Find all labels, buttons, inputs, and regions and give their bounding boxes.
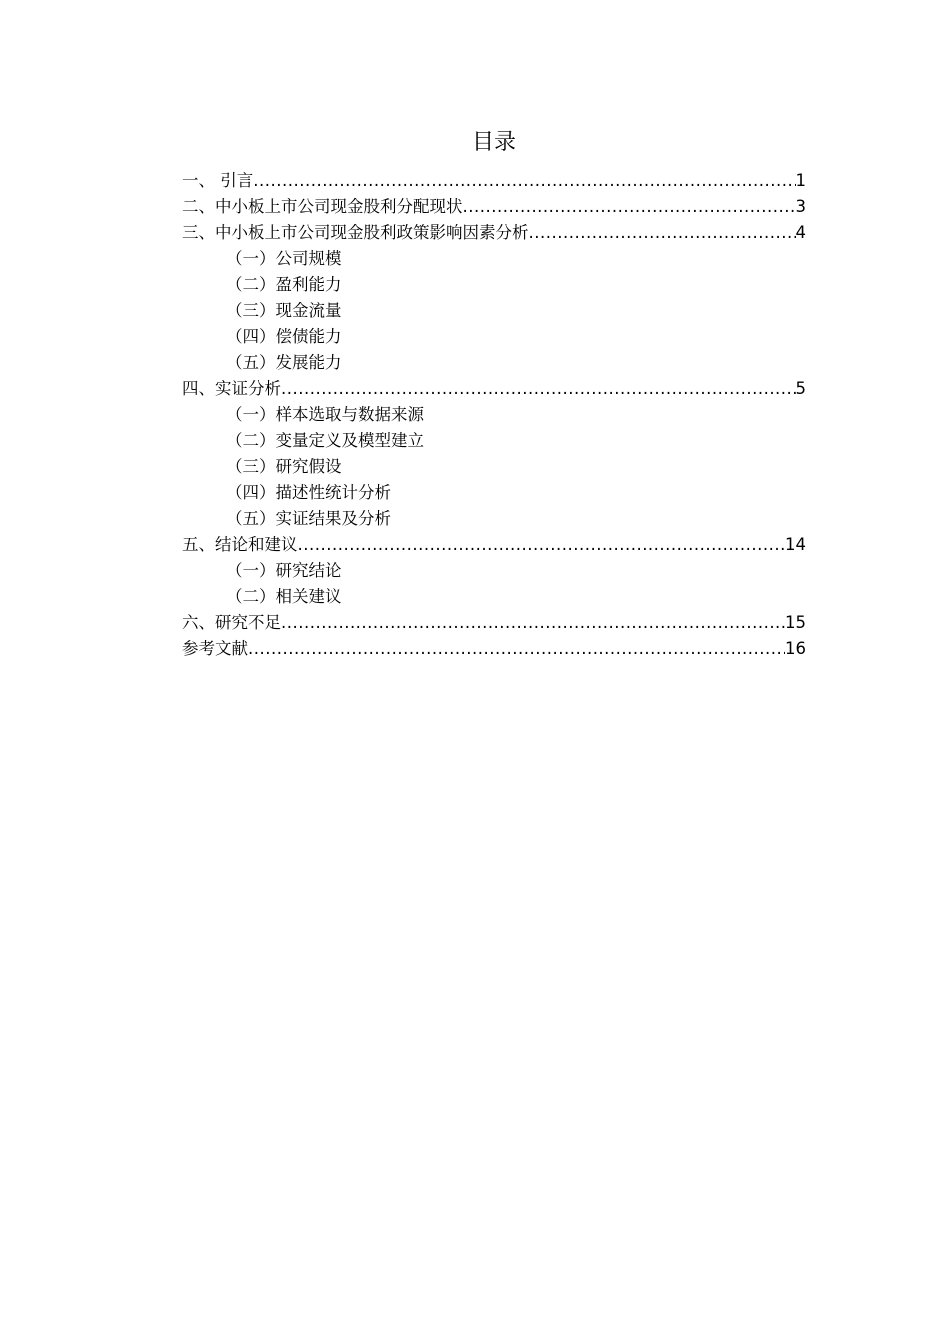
toc-entry-text: （一）样本选取与数据来源 bbox=[226, 405, 424, 424]
toc-subentry[interactable] bbox=[182, 402, 806, 428]
toc-subentry[interactable] bbox=[182, 298, 806, 324]
toc-dot-leader bbox=[281, 376, 796, 402]
toc-entry-text: 六、研究不足 bbox=[182, 613, 281, 632]
toc-entry[interactable] bbox=[182, 220, 806, 246]
toc-title: 目录 bbox=[471, 130, 516, 155]
toc-entry[interactable] bbox=[182, 376, 806, 402]
toc-dot-leader bbox=[248, 636, 785, 662]
toc-subentry[interactable] bbox=[182, 246, 806, 272]
toc-page-number: 1 bbox=[795, 171, 806, 190]
toc-entry[interactable] bbox=[182, 194, 806, 220]
toc-subentry[interactable] bbox=[182, 506, 806, 532]
toc-page-number: 14 bbox=[785, 535, 806, 554]
toc-subentry[interactable] bbox=[182, 428, 806, 454]
toc-page-number: 4 bbox=[795, 223, 806, 242]
toc-entry-text: （四）描述性统计分析 bbox=[226, 483, 391, 502]
toc-subentry[interactable] bbox=[182, 454, 806, 480]
toc-subentry[interactable] bbox=[182, 324, 806, 350]
toc-entry-text: （二）变量定义及模型建立 bbox=[226, 431, 424, 450]
toc-page-number: 5 bbox=[795, 379, 806, 398]
toc-entry[interactable] bbox=[182, 168, 806, 194]
toc-entry-text: 三、中小板上市公司现金股利政策影响因素分析 bbox=[182, 223, 529, 242]
toc-entry-text: （三）现金流量 bbox=[226, 301, 342, 320]
toc-subentry[interactable] bbox=[182, 584, 806, 610]
toc-entry-text: 参考文献 bbox=[182, 639, 248, 658]
toc-page-number: 15 bbox=[785, 613, 806, 632]
toc-entry-text: 四、实证分析 bbox=[182, 379, 281, 398]
toc-subentry[interactable] bbox=[182, 272, 806, 298]
toc-entry[interactable] bbox=[182, 636, 806, 662]
toc-entry[interactable] bbox=[182, 532, 806, 558]
toc-entry-text: （二）相关建议 bbox=[226, 587, 342, 606]
toc-entry-text: （五）实证结果及分析 bbox=[226, 509, 391, 528]
toc-subentry[interactable] bbox=[182, 350, 806, 376]
toc-entry-text: （三）研究假设 bbox=[226, 457, 342, 476]
toc-list bbox=[182, 168, 806, 662]
toc-dot-leader bbox=[463, 194, 796, 220]
toc-dot-leader bbox=[253, 168, 795, 194]
toc-entry-text: 五、结论和建议 bbox=[182, 535, 298, 554]
toc-entry-text: 一、 引言 bbox=[182, 171, 254, 190]
toc-dot-leader bbox=[298, 532, 786, 558]
toc-page-number: 16 bbox=[785, 639, 806, 658]
toc-entry-text: 二、中小板上市公司现金股利分配现状 bbox=[182, 197, 463, 216]
toc-entry-text: （一）公司规模 bbox=[226, 249, 342, 268]
toc-dot-leader bbox=[529, 220, 796, 246]
toc-subentry[interactable] bbox=[182, 558, 806, 584]
toc-subentry[interactable] bbox=[182, 480, 806, 506]
toc-dot-leader bbox=[281, 610, 785, 636]
toc-page-number: 3 bbox=[795, 197, 806, 216]
toc-entry-text: （五）发展能力 bbox=[226, 353, 342, 372]
toc-entry-text: （四）偿债能力 bbox=[226, 327, 342, 346]
toc-entry[interactable] bbox=[182, 610, 806, 636]
toc-entry-text: （一）研究结论 bbox=[226, 561, 342, 580]
toc-entry-text: （二）盈利能力 bbox=[226, 275, 342, 294]
